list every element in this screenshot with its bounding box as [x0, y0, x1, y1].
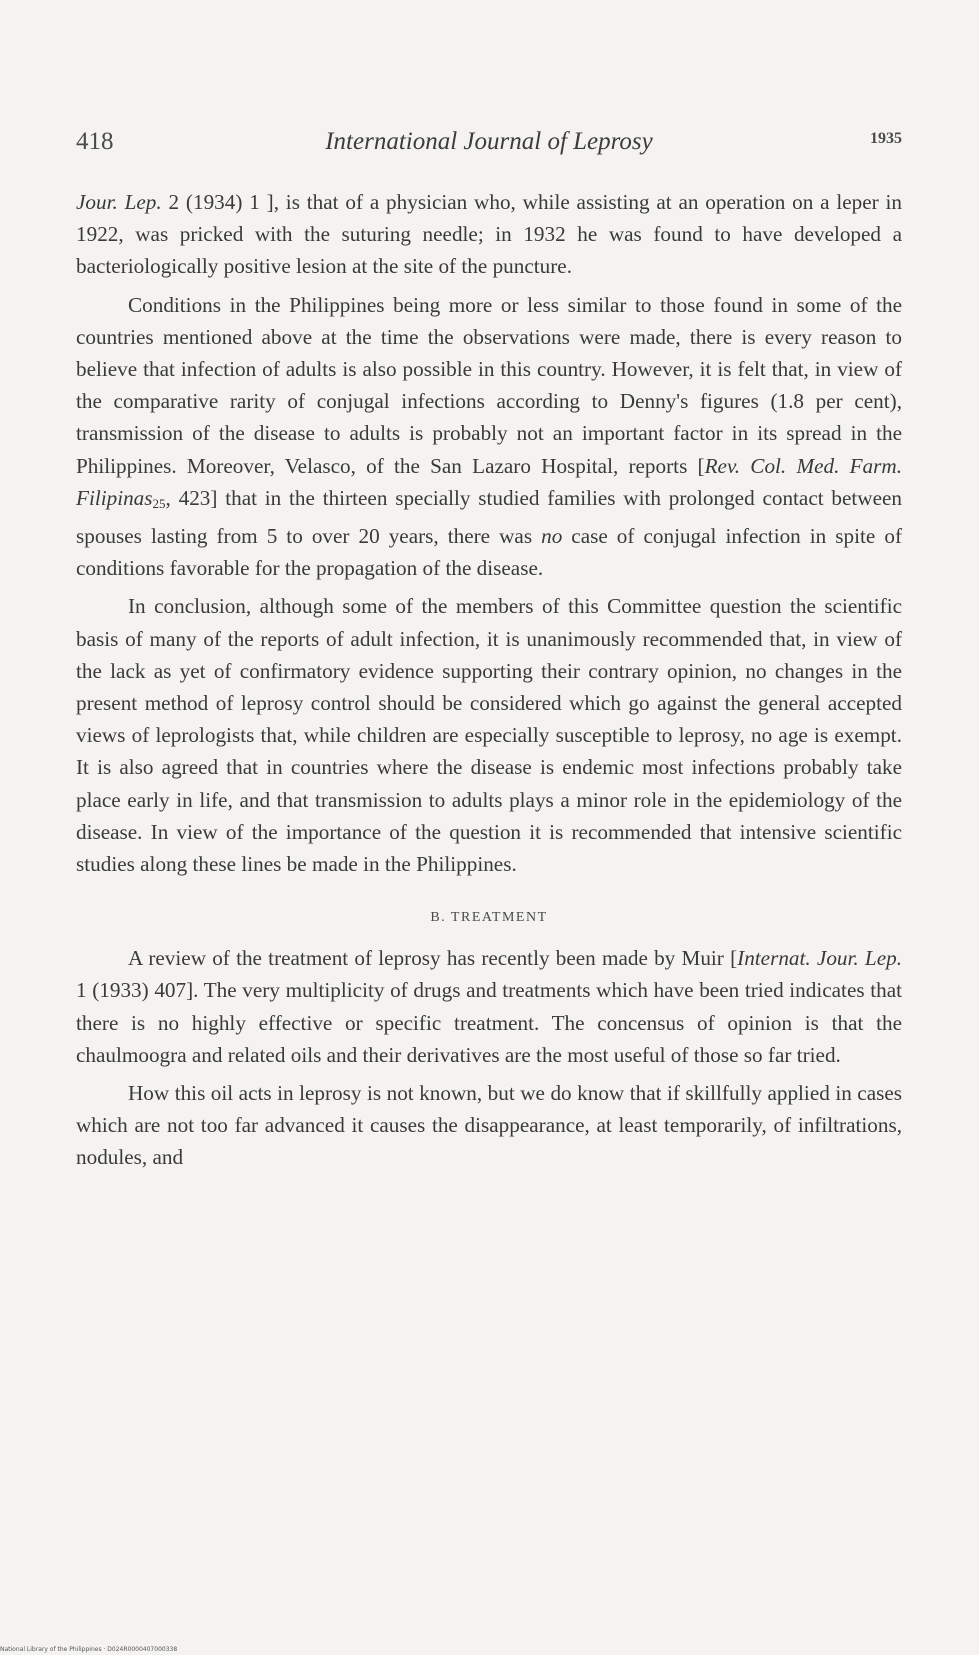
running-header: [76, 128, 902, 168]
paragraph-text: A review of the treatment of leprosy has recently been made by Muir [: [128, 946, 738, 971]
article-body: [76, 186, 902, 1180]
paragraph-text: , 423] that in the thirteen specially studied families with prolonged contact between spouses lasting from 5 to over 20 years, there was: [76, 485, 902, 549]
journal-title: International Journal of Leprosy: [325, 128, 653, 155]
section-heading-treatment: B. TREATMENT: [430, 910, 548, 926]
paragraph-philippines-conditions: [76, 289, 902, 585]
citation-italic: Internat. Jour. Lep.: [737, 946, 902, 971]
citation-italic: Rev. Col. Med. Farm. Filipinas: [76, 453, 902, 510]
paragraph-text: case of conjugal infection in spite of conditions favorable for the propagation of the disease.: [76, 524, 902, 581]
emphasis-italic: no: [541, 524, 563, 549]
paragraph-continuation: [76, 186, 902, 283]
paragraph-text: In conclusion, although some of the members of this Committee question the scientific basis of many of the reports of adult infection, it is unanimously recommended that, in view of the lack as yet of confirmatory evidence supporting their contrary opinion, no changes in the present method of leprosy control should be considered which go against the general accepted views of leprologists that, while children are especially susceptible to leprosy, no age is exempt. It is also agreed that in countries where the disease is endemic most infections probably take place early in life, and that transmission to adults plays a minor role in the epidemiology of the disease. In view of the importance of the question it is recommended that intensive scientific studies along these lines be made in the Philippines.: [76, 594, 902, 877]
citation-italic: Jour. Lep.: [76, 190, 162, 214]
paragraph-treatment-review: [76, 942, 902, 1071]
paragraph-text: 1 (1933) 407]. The very multiplicity of drugs and treatments which have been tried indicates that there is no highly effective or specific treatment. The concensus of opinion is that the chaulmoogra and related oils and their derivatives are the most useful of those so far tried.: [76, 978, 902, 1067]
paragraph-text: Conditions in the Philippines being more or less similar to those found in some of the countries mentioned above at the time the observations were made, there is every reason to believe that infection of adults is also possible in this country. However, it is felt that, in view of the comparative rarity of conjugal infections according to Denny's figures (1.8 per cent), transmission of the disease to adults is probably not an important factor in its spread in the Philippines. Moreover, Velasco, of the San Lazaro Hospital, reports [: [76, 292, 902, 478]
library-stamp: National Library of the Philippines · D024R0000407000338: [0, 1646, 178, 1653]
paragraph-conclusion: [76, 590, 902, 880]
paragraph-text: How this oil acts in leprosy is not known, but we do know that if skillfully applied in cases which are not too far advanced it causes the disappearance, at least temporarily, of infiltrations, nodules, and: [76, 1081, 902, 1170]
page-number: 418: [76, 128, 114, 155]
paragraph-oil-action: [76, 1077, 902, 1174]
citation-volume: 25: [152, 495, 166, 511]
paragraph-text: 2 (1934) 1 ], is that of a physician who, while assisting at an operation on a leper in 1922, was pricked with the suturing needle; in 1932 he was found to have developed a bacteriologically positive lesion at the site of the puncture.: [76, 190, 902, 279]
publication-year: 1935: [870, 130, 902, 147]
